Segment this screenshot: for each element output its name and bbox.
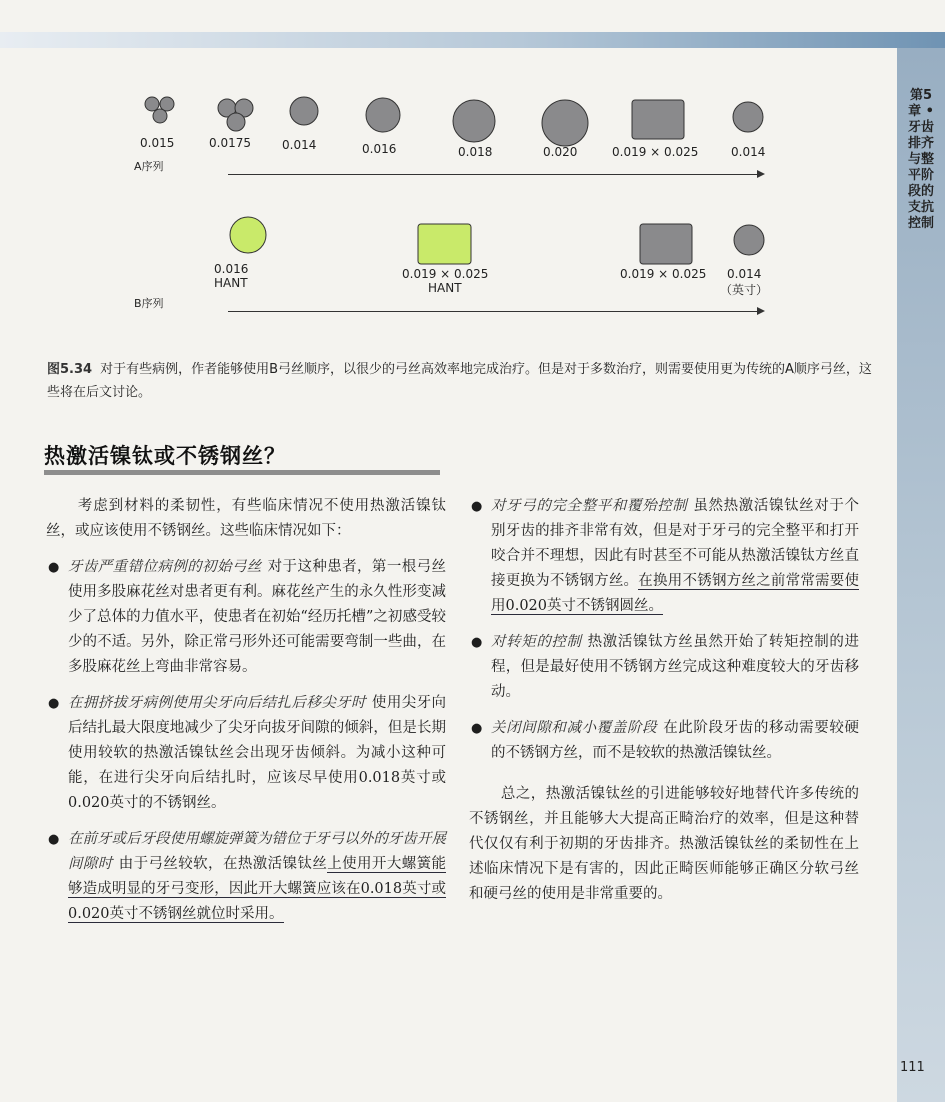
wire-b1-hant-round [230, 217, 266, 253]
wire-b4-round [734, 225, 764, 255]
wire-a8-label: 0.014 [731, 145, 766, 159]
wire-b2-hant-rect [418, 224, 471, 264]
figure-wire-sequences [0, 0, 945, 330]
row-a-label: A序列 [134, 160, 164, 173]
figure-caption [47, 358, 872, 404]
wire-a7-label: 0.019 × 0.025 [612, 145, 699, 159]
page-number: 111 [900, 1060, 925, 1075]
wire-b2-type-label: HANT [428, 281, 462, 295]
chapter-title: 第5章 • 牙齿排齐与整平阶段的支抗控制 [908, 88, 935, 231]
wire-b4-size-label: 0.014 [727, 267, 762, 281]
bullet-lead: 对转矩的控制 [491, 634, 582, 650]
wire-b3-rect [640, 224, 692, 264]
wire-a3-label: 0.014 [282, 138, 317, 152]
summary-paragraph: 总之，热激活镍钛丝的引进能够较好地替代许多传统的不锈钢丝，并且能够大大提高正畸治疗的效率，但是这种替代仅仅有利于初期的牙齿排齐。热激活镍钛丝的柔韧性在上述临床情况下是有害的，因此正畸医师能够正确区分软弓丝和硬弓丝的使用是非常重要的。 [469, 786, 859, 902]
row-a-arrow [228, 174, 763, 175]
bullet-text: 热激活镍钛方丝虽然开始了转矩控制的进程，但是最好使用不锈钢方丝完成这种难度较大的牙齿移动。 [491, 634, 860, 700]
wire-a5-label: 0.018 [458, 145, 493, 159]
figure-number: 图5.34 [47, 362, 93, 377]
wire-b4-unit-label: （英寸） [720, 283, 769, 297]
bullet-dot: ● [471, 635, 483, 650]
section-title: 热激活镍钛或不锈钢丝？ [44, 444, 286, 468]
underlined-text: 在换用不锈钢方丝之前常常需要使用0.020英寸不锈钢圆丝。 [491, 573, 860, 614]
bullet-text: 对于这种患者，第一根弓丝使用多股麻花丝对患者更有利。麻花丝产生的永久性形变减少了总体的力值水平，使患者在初始“经历托槽”之初感受较少的不适。另外，除正常弓形外还可能需要弯制一些曲，在多股麻花丝上弯曲非常容易。 [68, 559, 447, 675]
wire-b1-type-label: HANT [214, 276, 248, 290]
wire-a4-round [366, 98, 400, 132]
wire-a1-label: 0.015 [140, 136, 175, 150]
wire-a5-round [453, 100, 495, 142]
list-item [46, 827, 446, 927]
bullet-text: 虽然热激活镍钛丝对于个别牙齿的排齐非常有效，但是对于牙弓的完全整平和打开咬合并不理想，因此有时甚至不可能从热激活镍钛方丝直接更换为不锈钢方丝。 [491, 498, 860, 589]
bullet-dot: ● [48, 832, 60, 847]
wire-a7-rect [632, 100, 684, 139]
bullet-dot: ● [471, 721, 483, 736]
wire-a4-label: 0.016 [362, 142, 397, 156]
heading-underline-bar [44, 470, 440, 475]
wire-b3-size-label: 0.019 × 0.025 [620, 267, 707, 281]
bullet-lead: 关闭间隙和减小覆盖阶段 [491, 720, 658, 736]
list-item [469, 716, 859, 766]
bullet-text: 在此阶段牙齿的移动需要较硬的不锈钢方丝，而不是较软的热激活镍钛丝。 [491, 720, 860, 761]
list-item [46, 691, 446, 816]
caption-text: 对于有些病例，作者能够使用B弓丝顺序，以很少的弓丝高效率地完成治疗。但是对于多数治疗，则需要使用更为传统的A顺序弓丝，这些将在后文讨论。 [47, 362, 872, 400]
bullet-dot: ● [48, 560, 60, 575]
list-item [469, 494, 859, 619]
wire-a6-label: 0.020 [543, 145, 578, 159]
wire-a6-round [542, 100, 588, 146]
right-column [469, 494, 859, 907]
bullet-text: 使用尖牙向后结扎最大限度地减少了尖牙向拔牙间隙的倾斜，但是长期使用较软的热激活镍钛丝会出现牙齿倾斜。为减小这种可能，在进行尖牙向后结扎时，应该尽早使用0.018英寸或0.020英寸的不锈钢丝。 [68, 695, 447, 811]
bullet-lead: 在前牙或后牙段使用螺旋弹簧为错位于牙弓以外的牙齿开展间隙时 [68, 831, 446, 872]
wire-a1-braided-3 [145, 97, 174, 123]
wire-a3-round [290, 97, 318, 125]
left-column [46, 494, 446, 927]
bullet-dot: ● [48, 696, 60, 711]
wire-a2-braided-3 [218, 99, 253, 131]
list-item [469, 630, 859, 705]
bullet-lead: 在拥挤拔牙病例使用尖牙向后结扎后移尖牙时 [68, 695, 366, 711]
wire-b1-size-label: 0.016 [214, 262, 249, 276]
section-heading [44, 440, 444, 476]
bullet-lead: 牙齿严重错位病例的初始弓丝 [68, 559, 262, 575]
underlined-text: 上使用开大螺簧能够造成明显的牙弓变形，因此开大螺簧应该在0.018英寸或0.020英寸不锈钢丝就位时采用。 [68, 856, 447, 922]
bullet-dot: ● [471, 499, 483, 514]
bullet-text: 由于弓丝较软，在热激活镍钛丝 [118, 856, 328, 872]
bullet-lead: 对牙弓的完全整平和覆殆控制 [491, 498, 688, 514]
wire-a8-round [733, 102, 763, 132]
wire-a2-label: 0.0175 [209, 136, 251, 150]
row-b-arrow [228, 311, 763, 312]
list-item [46, 555, 446, 680]
row-b-label: B序列 [134, 297, 164, 310]
wire-b2-size-label: 0.019 × 0.025 [402, 267, 489, 281]
intro-paragraph: 考虑到材料的柔韧性，有些临床情况不使用热激活镍钛丝，或应该使用不锈钢丝。这些临床情况如下： [46, 498, 446, 539]
